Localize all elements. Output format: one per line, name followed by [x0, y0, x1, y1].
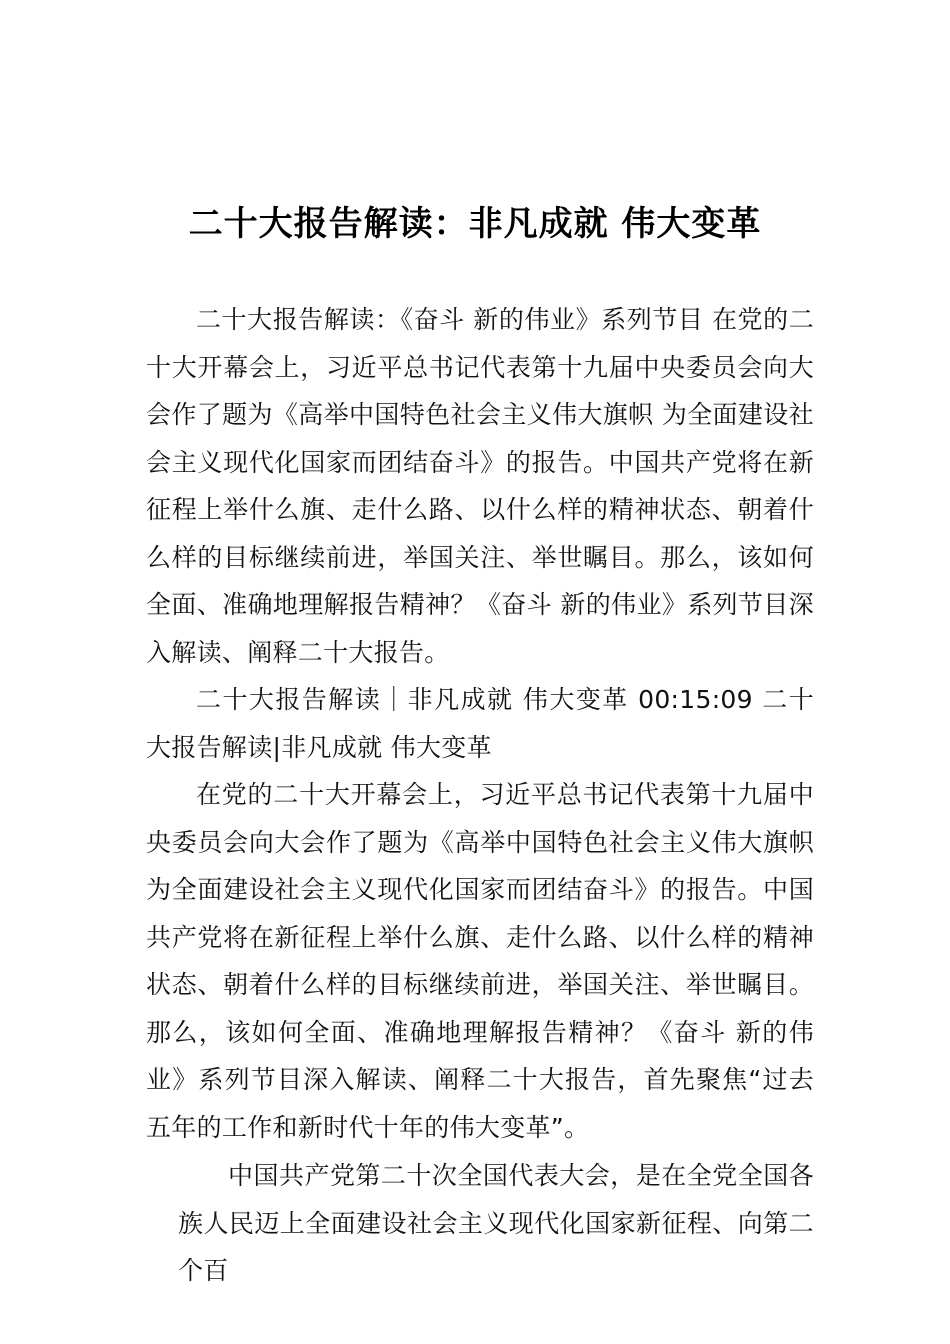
- paragraph-report-summary: 在党的二十大开幕会上，习近平总书记代表第十九届中央委员会向大会作了题为《高举中国特色社会主义伟大旗帜 为全面建设社会主义现代化国家而团结奋斗》的报告。中国共产党将在新征程上举什么旗、走什么路、以什么样的精神状态、朝着什么样的目标继续前进，举国关注、举世瞩目。 那么，该如何全面、准确地理解报告精神？《奋斗 新的伟业》系列节目深入解读、阐释二十大报告，首先聚焦“过去五年的工作和新时代十年的伟大变革”。: [146, 780, 814, 1142]
- document-body: [146, 296, 814, 1295]
- paragraph-congress: 中国共产党第二十次全国代表大会，是在全党全国各族人民迈上全面建设社会主义现代化国家新征程、向第二个百: [178, 1161, 814, 1285]
- document-title: 二十大报告解读：非凡成就 伟大变革: [188, 203, 762, 244]
- paragraph-video-caption: 二十大报告解读｜非凡成就 伟大变革 00:15:09 二十大报告解读|非凡成就 伟大变革: [146, 685, 814, 762]
- paragraph-intro: 二十大报告解读：《奋斗 新的伟业》系列节目 在党的二十大开幕会上，习近平总书记代表第十九届中央委员会向大会作了题为《高举中国特色社会主义伟大旗帜 为全面建设社会主义现代化国家而团结奋斗》的报告。中国共产党将在新征程上举什么旗、走什么路、以什么样的精神状态、朝着什么样的目标继续前进，举国关注、举世瞩目。那么，该如何全面、准确地理解报告精神？《奋斗 新的伟业》系列节目深入解读、阐释二十大报告。: [146, 305, 814, 667]
